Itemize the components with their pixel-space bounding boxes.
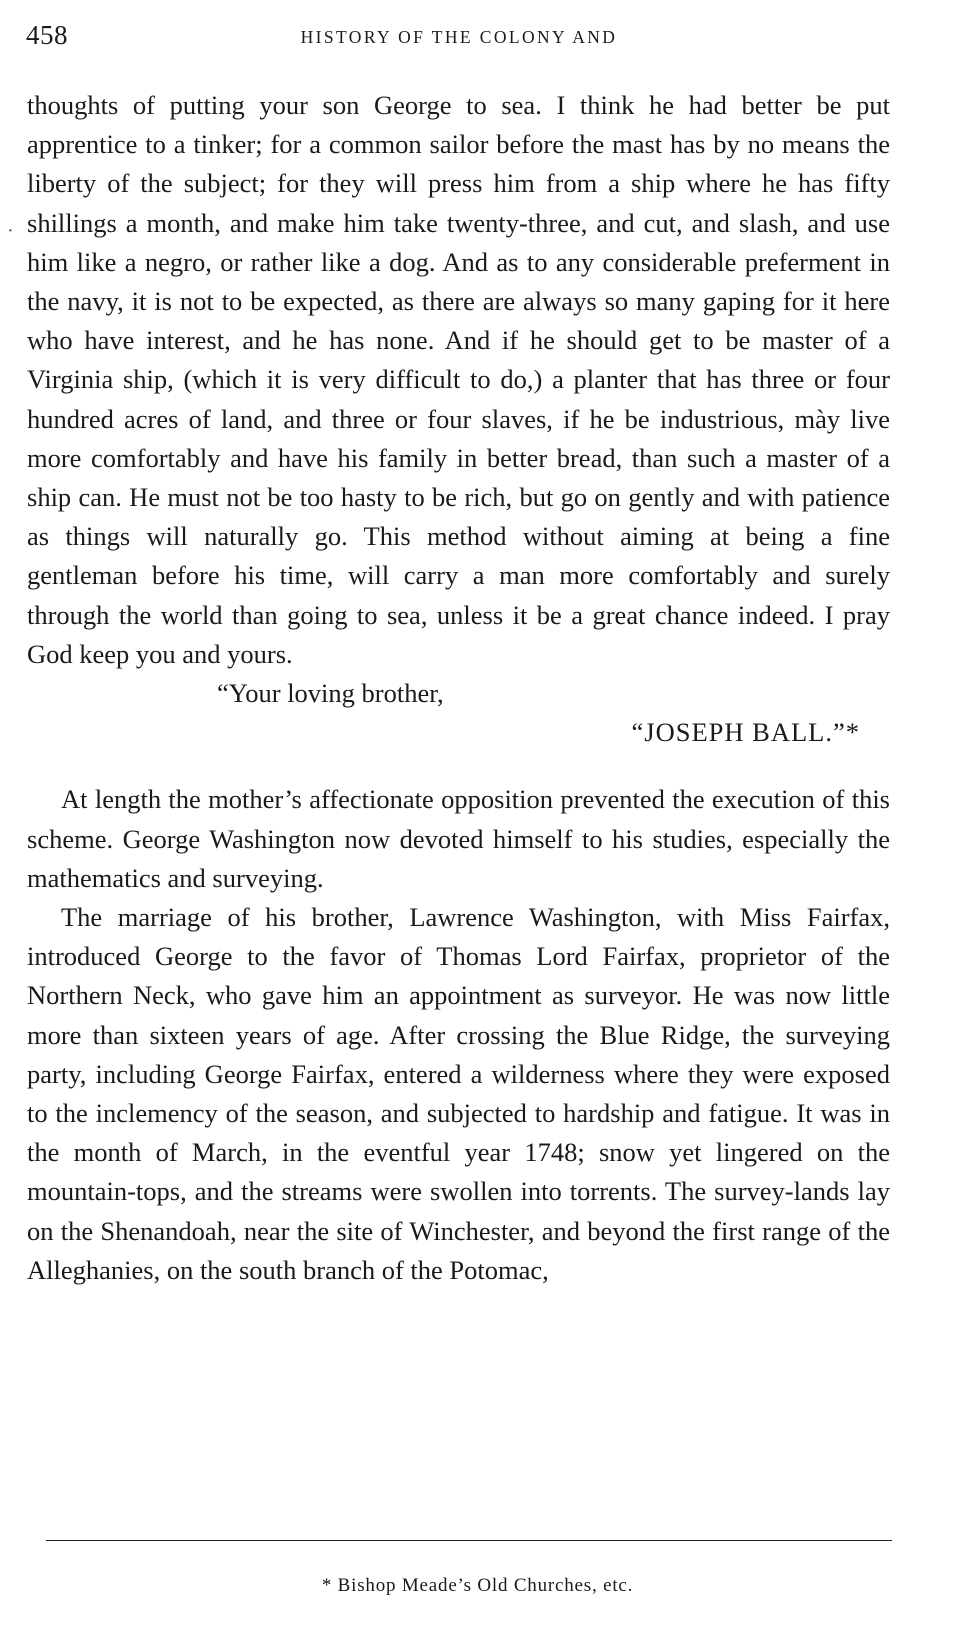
- letter-body: thoughts of putting your son George to sea. I think he had better be put apprentice to a tinker; for a common sailor before the mast has by no means the liberty of the subject; for they will press him from a ship where he has fifty shillings a month, and make him take twenty-three, and cut, and slash, and use him like a negro, or rather like a dog. And as to any considerable preferment in the navy, it is not to be expected, as there are always so many gaping for it here who have interest, and he has none. And if he should get to be master of a Virginia ship, (which it is very difficult to do,) a planter that has three or four hundred acres of land, and three or four slaves, if he be industrious, mày live more comfortably and have his family in better bread, than such a master of a ship can. He must not be too hasty to be rich, but go on gently and with patience as things will naturally go. This method without aiming at being a fine gentleman before his time, will carry a man more comfortably and surely through the world than going to sea, unless it be a great chance indeed. I pray God keep you and yours.: [27, 90, 890, 669]
- body-text: [27, 86, 890, 1290]
- footnote: * Bishop Meade’s Old Churches, etc.: [321, 1575, 634, 1596]
- running-head: HISTORY OF THE COLONY AND: [300, 27, 618, 47]
- page-number: 458: [26, 20, 68, 50]
- paragraph: At length the mother’s affectionate opposition prevented the execution of this scheme. George Washington now devoted himself to his studies, especially the mathematics and surveying.: [27, 784, 890, 893]
- footnote-rule: [46, 1540, 892, 1541]
- letter-closing: “Your loving brother,: [217, 678, 444, 709]
- page-header: [26, 20, 892, 56]
- paragraph-gap: [27, 752, 890, 780]
- paragraph: The marriage of his brother, Lawrence Washington, with Miss Fairfax, introduced George to the favor of Thomas Lord Fairfax, proprietor of the Northern Neck, who gave him an appointment as surveyor. He was now little more than sixteen years of age. After crossing the Blue Ridge, the surveying party, including George Fairfax, entered a wilderness where they were exposed to the inclemency of the season, and subjected to hardship and fatigue. It was in the month of March, in the eventful year 1748; snow yet lingered on the mountain-tops, and the streams were swollen into torrents. The survey-lands lay on the Shenandoah, near the site of Winchester, and beyond the first range of the Alleghanies, on the south branch of the Potomac,: [27, 902, 890, 1285]
- letter-signature: “JOSEPH BALL.”*: [631, 717, 860, 748]
- margin-mark: ·: [7, 220, 14, 242]
